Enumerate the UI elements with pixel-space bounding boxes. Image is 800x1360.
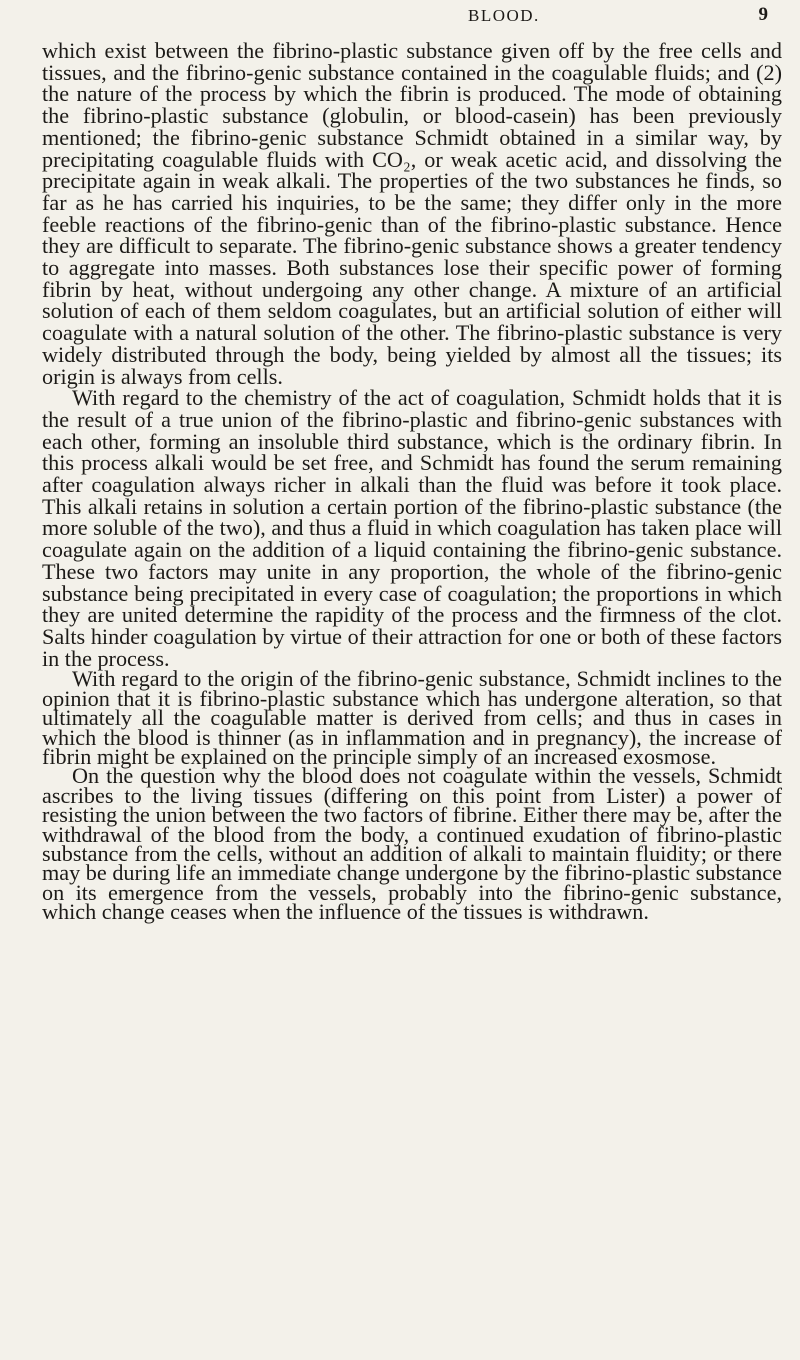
paragraph-1: which exist between the fibrino-plastic substance given off by the free cells and tissues, and the fibrino-genic substance contained in the coagulable fluids; and (2) the nature of the process by which the fibrin is produced. The mode of obtaining the fibrino-plastic substance (globulin, or blood-casein) has been previously mentioned; the fibrino-genic substance Schmidt obtained in a similar way, by precipitating coagulable fluids with CO₂, or weak acetic acid, and dissolving the precipitate again in weak alkali. The properties of the two substances he finds, so far as he has carried his inquiries, to be the same; they differ only in the more feeble reactions of the fibrino-genic than of the fibrino-plastic substance. Hence they are difficult to separate. The fibrino-genic substance shows a greater tendency to aggregate into masses. Both substances lose their specific power of forming fibrin by heat, without undergoing any other change. A mixture of an artificial solution of each of them seldom coagulates, but an artificial solution of either will coagulate with a natural solution of the other. The fibrino-plastic substance is very widely distributed through the body, being yielded by almost all the tissues; its origin is always from cells.	[42, 38, 782, 389]
paragraph-3: With regard to the origin of the fibrino-genic substance, Schmidt inclines to the opinion that it is fibrino-plastic substance which has undergone alteration, so that ultimately all the coagulable matter is derived from cells; and thus in cases in which the blood is thinner (as in inflammation and in pregnancy), the increase of fibrin might be explained on the principle simply of an increased exosmose.	[42, 666, 782, 770]
page-number: 9	[758, 4, 768, 25]
running-head: BLOOD.	[468, 6, 540, 25]
paragraph-2: With regard to the chemistry of the act of coagulation, Schmidt holds that it is the result of a true union of the fibrino-plastic and fibrino-genic substances with each other, forming an insoluble third substance, which is the ordinary fibrin. In this process alkali would be set free, and Schmidt has found the serum remaining after coagulation always richer in alkali than the fluid was before it took place. This alkali retains in solution a certain portion of the fibrino-plastic substance (the more soluble of the two), and thus a fluid in which coagulation has taken place will coagulate again on the addition of a liquid containing the fibrino-genic substance. These two factors may unite in any proportion, the whole of the fibrino-genic substance being precipitated in every case of coagulation; the proportions in which they are united determine the rapidity of the process and the firmness of the clot. Salts hinder coagulation by virtue of their attraction for one or both of these factors in the process.	[42, 385, 782, 671]
page-header	[0, 2, 800, 30]
paragraph-4: On the question why the blood does not coagulate within the vessels, Schmidt ascribes to the living tissues (differing on this point from Lister) a power of resisting the union between the two factors of fibrine. Either there may be, after the withdrawal of the blood from the body, a continued exudation of fibrino-plastic substance from the cells, without an addition of alkali to maintain fluidity; or there may be during life an immediate change undergone by the fibrino-plastic substance on its emergence from the vessels, probably into the fibrino-genic substance, which change ceases when the influence of the tissues is withdrawn.	[42, 763, 782, 925]
body-text	[42, 38, 782, 925]
